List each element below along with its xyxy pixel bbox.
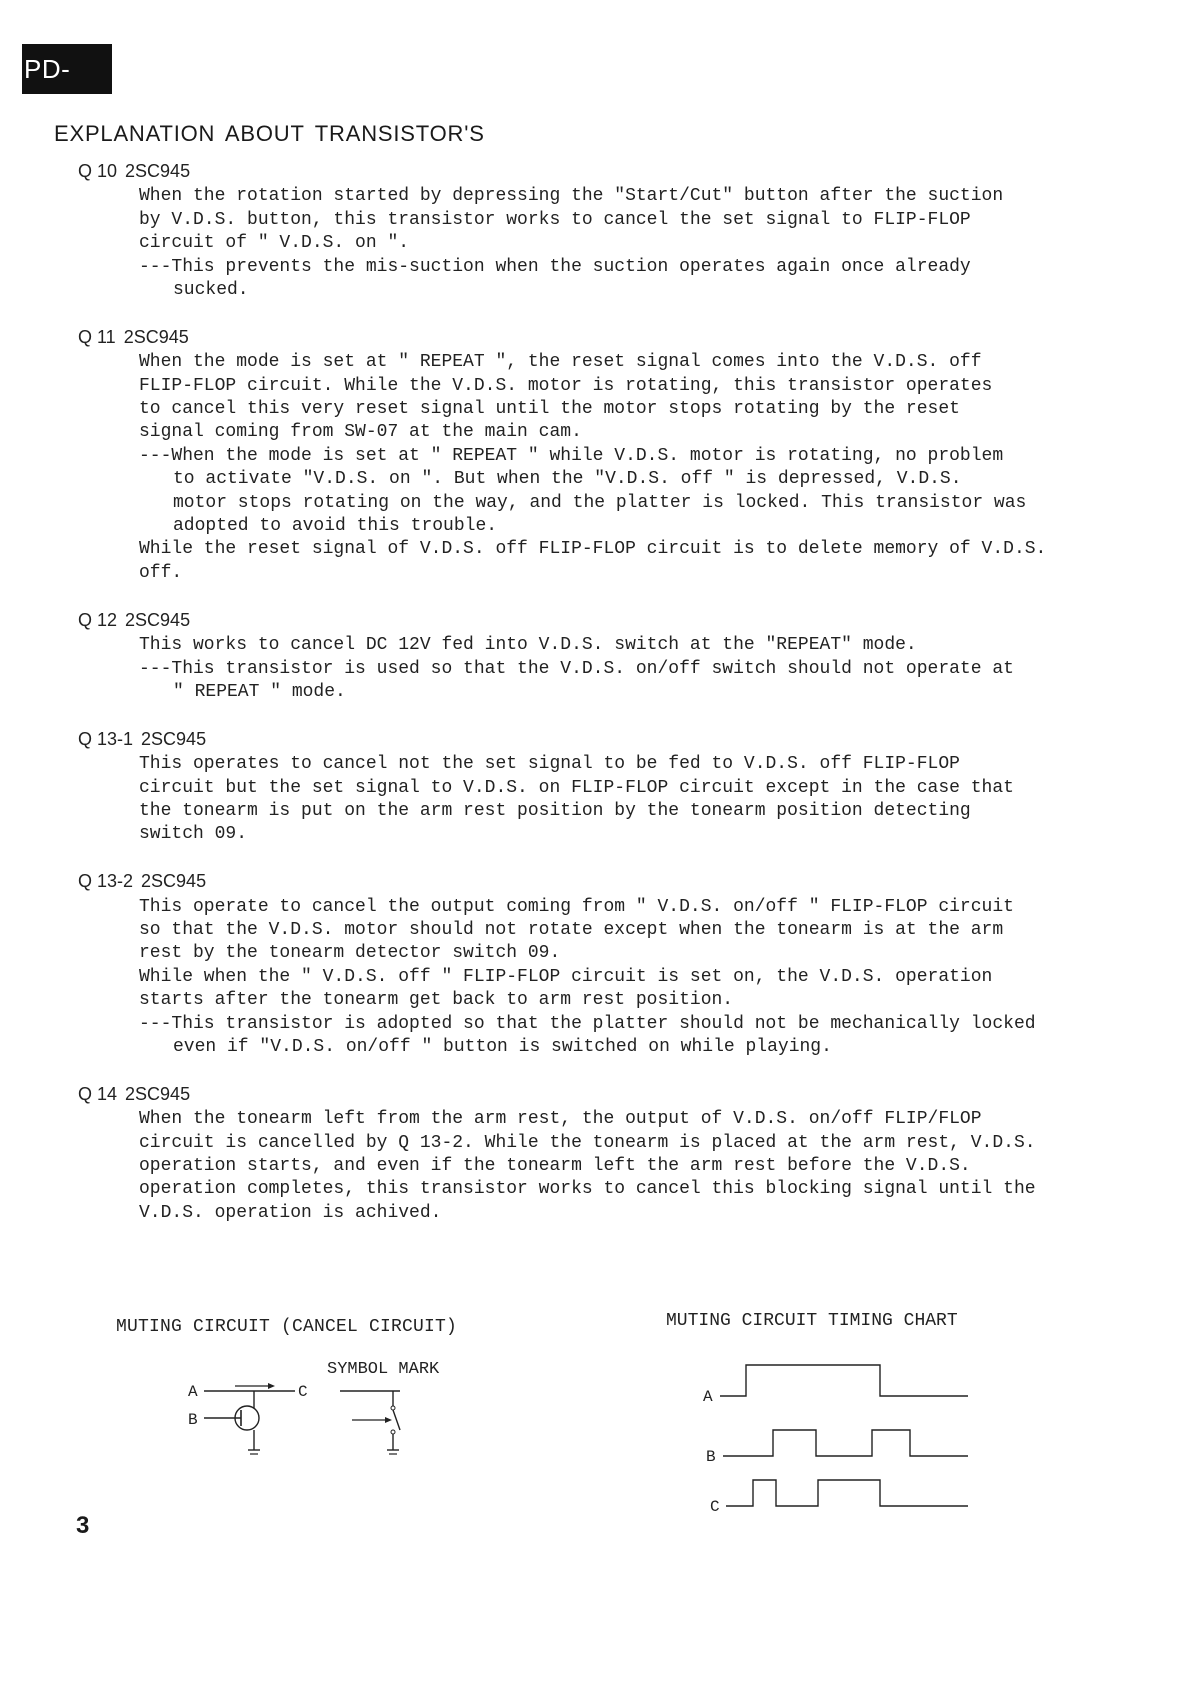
- section-note: ---This prevents the mis-suction when the suction operates again once already sucked.: [139, 256, 971, 301]
- section-q11: [78, 326, 1138, 585]
- signal-c-waveform: [726, 1480, 968, 1506]
- section-note: ---This transistor is used so that the V.D.S. on/off switch should not operate at " REPEAT " mode.: [139, 658, 1014, 702]
- section-header: [78, 1083, 1138, 1108]
- section-body: This works to cancel DC 12V fed into V.D.S. switch at the "REPEAT" mode.: [139, 635, 917, 656]
- section-header: [78, 160, 1138, 185]
- transistor-part-number: 2SC945: [141, 871, 207, 892]
- transistor-label: Q 14: [78, 1083, 118, 1104]
- muting-circuit-title: MUTING CIRCUIT (CANCEL CIRCUIT): [116, 1317, 458, 1337]
- terminal-c-label: C: [298, 1383, 308, 1401]
- transistor-label: Q 13-2: [78, 871, 134, 892]
- section-q12: [78, 609, 1138, 705]
- signal-c-label: C: [710, 1498, 720, 1516]
- section-body: This operate to cancel the output coming from " V.D.S. on/off " FLIP-FLOP circuit so that the V.D.S. motor should not rotate except when the tonearm is at the arm rest by the tonearm detector switch 09. While when the " V.D.S. off " FLIP-FLOP circuit is set on, the V.D.S. operation starts after the tonearm get back to arm rest position.: [139, 896, 1014, 1011]
- section-header: [78, 609, 1138, 634]
- transistor-explanations: [78, 160, 1138, 1249]
- transistor-part-number: 2SC945: [125, 609, 191, 630]
- switch-contact: [391, 1406, 395, 1410]
- transistor-label: Q 13-1: [78, 728, 134, 749]
- transistor-label: Q 11: [78, 326, 116, 347]
- section-note: ---When the mode is set at " REPEAT " while V.D.S. motor is rotating, no problem to activate "V.D.S. on ". But when the "V.D.S. off " is depressed, V.D.S. motor stops rotating on the way, and the platter is locked. This transistor was adopted to avoid this trouble.: [139, 445, 1027, 537]
- section-header: [78, 728, 1138, 753]
- section-body: This operates to cancel not the set signal to be fed to V.D.S. off FLIP-FLOP circuit but the set signal to V.D.S. on FLIP-FLOP circuit except in the case that the tonearm is put on the arm rest position by the tonearm position detecting switch 09.: [139, 754, 1014, 845]
- section-q13-1: [78, 728, 1138, 847]
- section-body-continued: While the reset signal of V.D.S. off FLIP-FLOP circuit is to delete memory of V.D.S. off.: [139, 539, 1047, 583]
- symbol-mark-title: SYMBOL MARK: [327, 1360, 440, 1379]
- section-body: When the rotation started by depressing the "Start/Cut" button after the suction by V.D.S. button, this transistor works to cancel the set signal to FLIP-FLOP circuit of " V.D.S. on ".: [139, 186, 1004, 254]
- muting-circuit-diagram: [180, 1368, 500, 1488]
- switch-contact-lower: [391, 1430, 395, 1434]
- section-q10: [78, 160, 1138, 302]
- page-number: 3: [76, 1512, 90, 1539]
- transistor-label: Q 12: [78, 609, 118, 630]
- signal-a-label: A: [703, 1388, 713, 1406]
- transistor-part-number: 2SC945: [125, 1083, 191, 1104]
- signal-b-waveform: [723, 1430, 968, 1456]
- model-number-tab: PD-375: [22, 44, 112, 94]
- section-q14: [78, 1083, 1138, 1225]
- timing-chart-diagram: [698, 1350, 1018, 1530]
- signal-a-waveform: [720, 1365, 968, 1396]
- terminal-a-label: A: [188, 1383, 198, 1401]
- section-note: ---This transistor is adopted so that the platter should not be mechanically locked even if "V.D.S. on/off " button is switched on while playing.: [139, 1013, 1036, 1057]
- section-body: When the tonearm left from the arm rest, the output of V.D.S. on/off FLIP/FLOP circuit is cancelled by Q 13-2. While the tonearm is placed at the arm rest, V.D.S. operation starts, and even if the tonearm left the arm rest before the V.D.S. operation completes, this transistor works to cancel this blocking signal until the V.D.S. operation is achived.: [139, 1109, 1036, 1223]
- transistor-part-number: 2SC945: [125, 161, 191, 181]
- control-arrowhead: [385, 1417, 392, 1423]
- section-body: When the mode is set at " REPEAT ", the reset signal comes into the V.D.S. off FLIP-FLOP circuit. While the V.D.S. motor is rotating, this transistor operates to cancel this very reset signal until the motor stops rotating by the reset signal coming from SW-07 at the main cam.: [139, 352, 993, 443]
- section-header: [78, 870, 1138, 895]
- section-header: [78, 326, 1138, 351]
- transistor-part-number: 2SC945: [123, 326, 189, 347]
- transistor-label: Q 10: [78, 161, 118, 181]
- transistor-part-number: 2SC945: [141, 728, 207, 749]
- page-heading: EXPLANATION ABOUT TRANSISTOR'S: [54, 121, 485, 146]
- direction-arrowhead: [268, 1383, 275, 1389]
- section-q13-2: [78, 870, 1138, 1059]
- switch-blade: [393, 1410, 400, 1430]
- terminal-b-label: B: [188, 1411, 198, 1429]
- timing-chart-title: MUTING CIRCUIT TIMING CHART: [666, 1311, 958, 1331]
- signal-b-label: B: [706, 1448, 716, 1466]
